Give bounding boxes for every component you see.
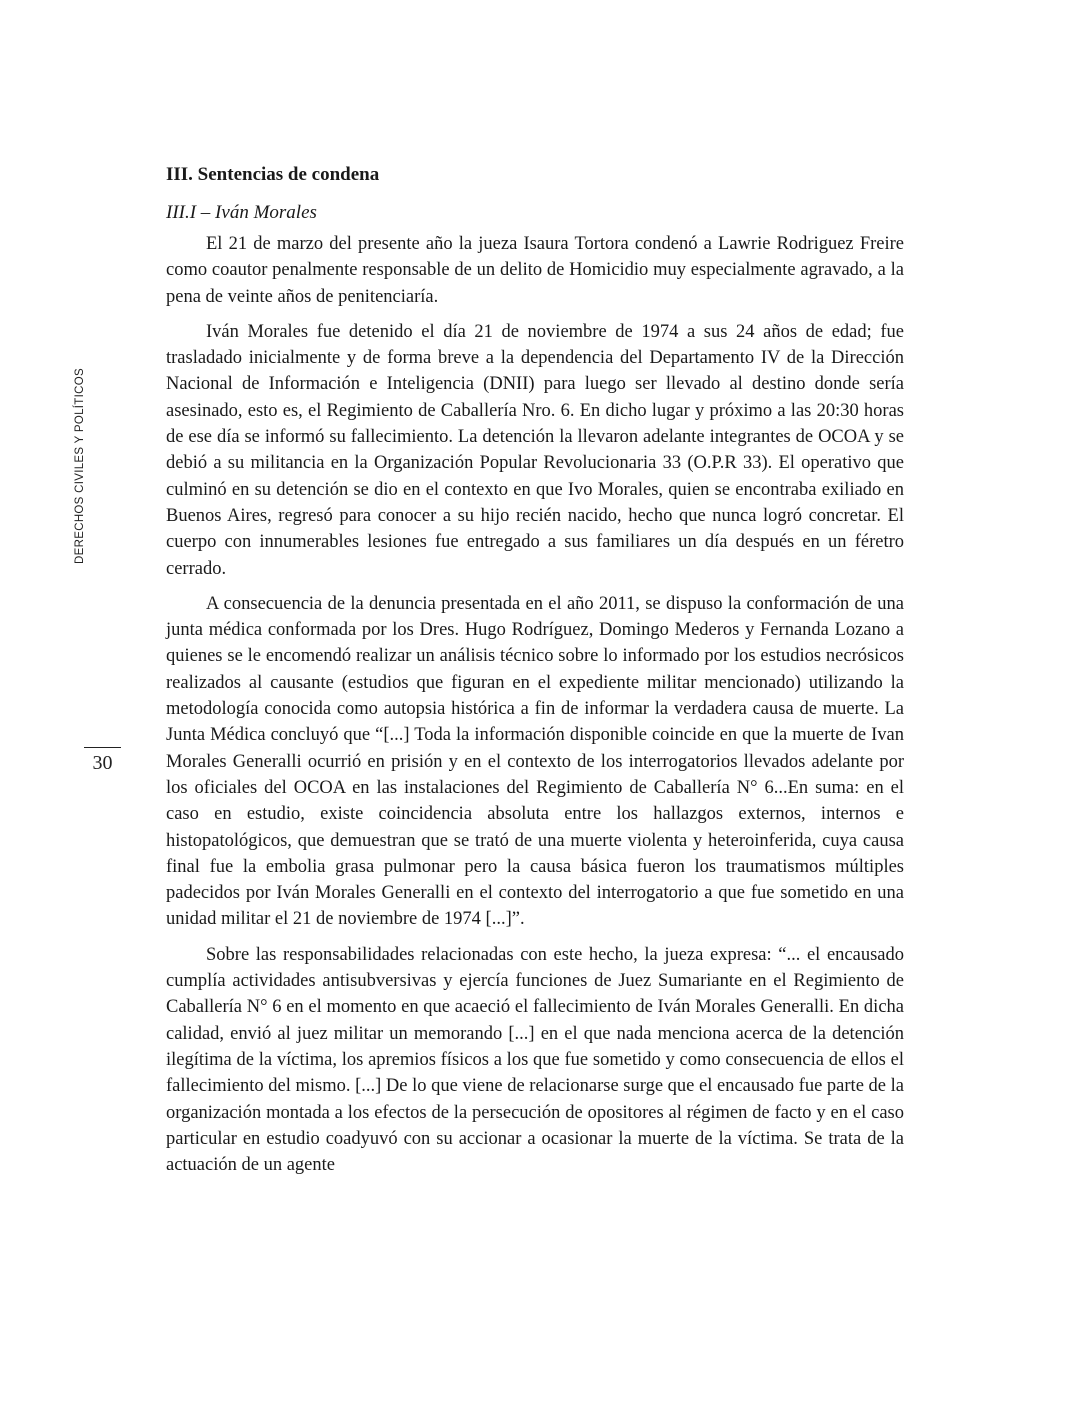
paragraph-sentence: El 21 de marzo del presente año la jueza Isaura Tortora condenó a Lawrie Rodriguez Freire como coautor penalmente responsable de un delito de Homicidio muy especialmente agravado, a la pena de veinte años de penitenciaría. [166,234,904,307]
page-number-rule [84,747,121,748]
running-head: DERECHOS CIVILES Y POLÍTICOS [74,368,86,564]
page-number: 30 [92,752,113,774]
paragraph-medical-board: A consecuencia de la denuncia presentada en el año 2011, se dispuso la conformación de una junta médica conformada por los Dres. Hugo Rodríguez, Domingo Mederos y Fernanda Lozano a quienes se le encomendó realizar un análisis técnico sobre lo informado por los estudios necrósicos realizados al causante (estudios que figuran en el expediente militar mencionado) utilizando la metodología conocida como autopsia histórica a fin de informar la verdadera causa de muerte. La Junta Médica concluyó que “[...] Toda la información disponible coincide en que la muerte de Ivan Morales Generalli ocurrió en prisión y en el contexto de los interrogatorios llevados adelante por los oficiales del OCOA en las instalaciones del Regimiento de Caballería N° 6...En suma: en el caso en estudio, existe coincidencia absoluta entre los hallazgos externos, internos e histopatológicos, que demuestran que se trató de una muerte violenta y heteroinferida, cuya causa final fue la embolia grasa pulmonar pero la causa básica fueron los traumatismos múltiples padecidos por Iván Morales Generalli en el contexto del interrogatorio a que fue sometido en una unidad militar el 21 de noviembre de 1974 [...]”. [166,593,904,930]
paragraph-responsibilities: Sobre las responsabilidades relacionadas con este hecho, la jueza expresa: “... el encausado cumplía actividades antisubversivas y ejercía funciones de Juez Sumariante en el Regimiento de Caballería N° 6 en el momento en que acaeció el fallecimiento de Iván Morales Generalli. En dicha calidad, envió al juez militar un memorando [...] en el que nada menciona acerca de la detención ilegítima de la víctima, los apremios físicos a los que fue sometido y como consecuencia de ellos el fallecimiento del mismo. [...] De lo que viene de relacionarse surge que el encausado fue parte de la organización montada a los efectos de la persecución de opositores al régimen de facto y en el caso particular en estudio coadyuvó con su accionar a ocasionar la muerte de la víctima. Se trata de la actuación de un agente [166,944,904,1176]
paragraph-detention: Iván Morales fue detenido el día 21 de noviembre de 1974 a sus 24 años de edad; fue trasladado inicialmente y de forma breve a la dependencia del Departamento IV de la Dirección Nacional de Información e Inteligencia (DNII) para luego ser llevado al destino donde sería asesinado, esto es, el Regimiento de Caballería Nro. 6. En dicho lugar y próximo a las 20:30 horas de ese día se informó su fallecimiento. La detención la llevaron adelante integrantes de OCOA y se debió a su militancia en la Organización Popular Revolucionaria 33 (O.P.R 33). El operativo que culminó en su detención se dio en el contexto en que Ivo Morales, quien se encontraba exiliado en Buenos Aires, regresó para conocer a su hijo recién nacido, hecho que nunca logró concretar. El cuerpo con innumerables lesiones fue entregado a sus familiares un día después en un féretro cerrado. [166,321,904,579]
page-body [166,160,904,1187]
subsection-title: III.I – Iván Morales [166,202,317,223]
section-title: III. Sentencias de condena [166,164,380,185]
